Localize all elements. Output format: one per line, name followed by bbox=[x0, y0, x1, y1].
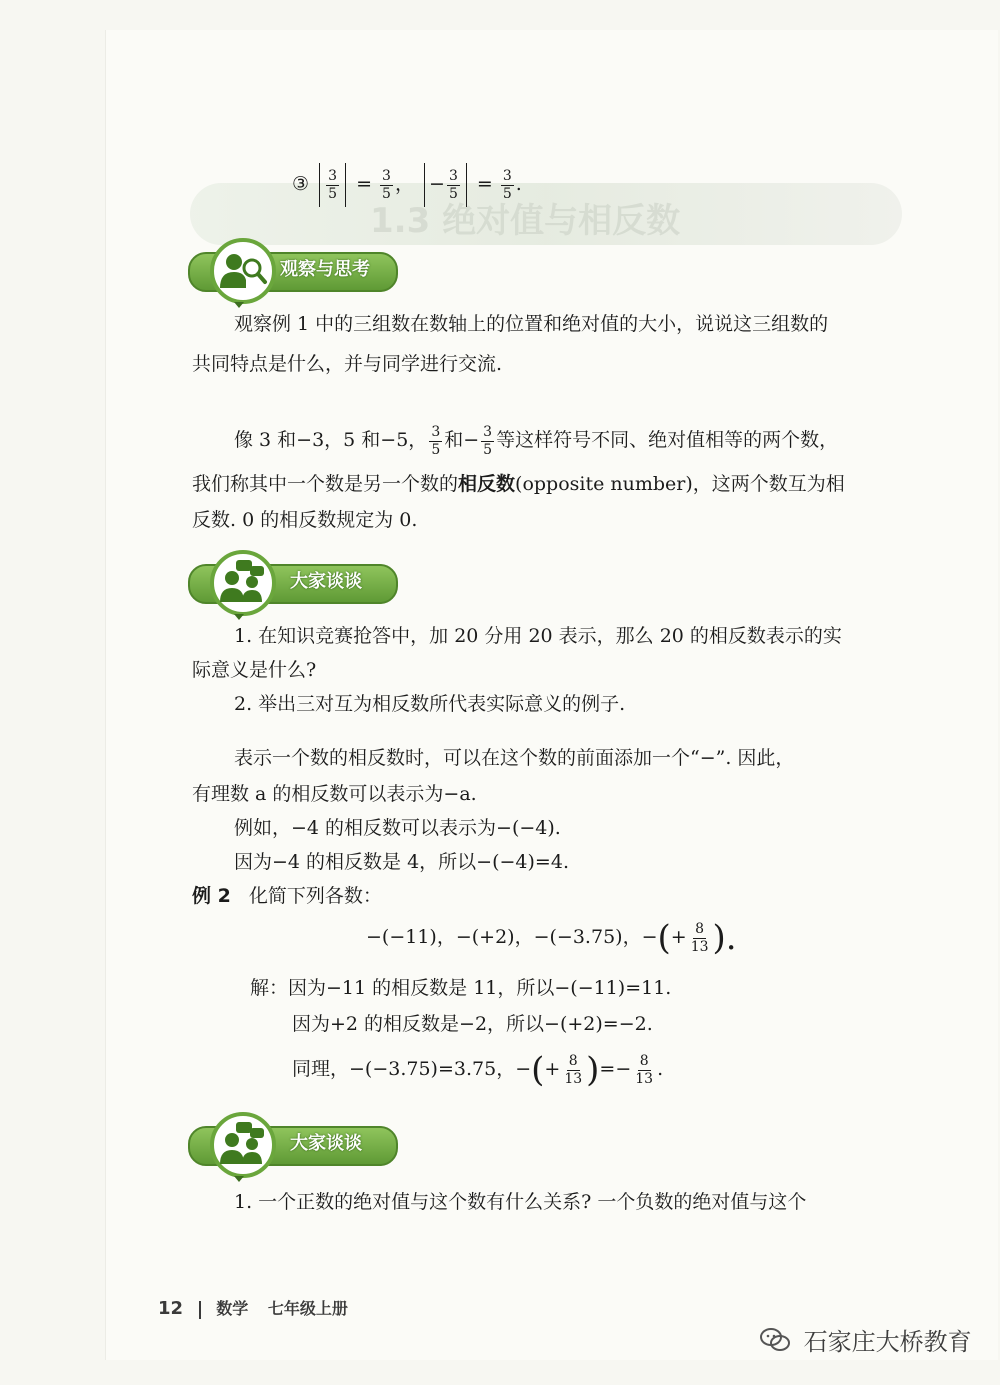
example-label: 例 2 bbox=[192, 885, 231, 907]
fraction: $\frac{8}{13}$ bbox=[564, 1052, 583, 1087]
fraction: $\frac{3}{5}$ bbox=[502, 167, 512, 202]
watermark-text: 石家庄大桥教育 bbox=[803, 1328, 972, 1356]
term-opposite-number: 相反数 bbox=[458, 473, 516, 495]
abs-bar-left bbox=[424, 163, 425, 207]
solution-line-3: 同理，−(−3.75)=3.75，−(+ $\frac{8}{13}$ )=− $\frac{8}{13}$ . bbox=[292, 1050, 664, 1090]
example-2-expression: −(−11)，−(+2)，−(−3.75)，−(+ $\frac{8}{13}$ ). bbox=[366, 918, 737, 958]
paragraph-line: 例如，−4 的相反数可以表示为−(−4). bbox=[234, 817, 561, 839]
section-heading-label: 观察与思考 bbox=[280, 259, 370, 280]
bleed-through-title: 1.3 绝对值与相反数 bbox=[370, 201, 681, 241]
circled-number: ③ bbox=[292, 173, 310, 195]
paragraph-line: 观察例 1 中的三组数在数轴上的位置和绝对值的大小，说说这三组数的 bbox=[234, 313, 829, 335]
page-number: 12 bbox=[158, 1298, 184, 1319]
abs-bar-right bbox=[345, 163, 346, 207]
observe-icon bbox=[210, 238, 276, 304]
abs-bar-left bbox=[319, 163, 320, 207]
fraction: $\frac{3}{5}$ bbox=[431, 423, 441, 458]
question-line: 际意义是什么? bbox=[192, 659, 317, 681]
definition-line-2: 我们称其中一个数是另一个数的相反数(opposite number)，这两个数互为相 bbox=[192, 473, 845, 495]
fraction: $\frac{3}{5}$ bbox=[483, 423, 493, 458]
solution-line-1: 解：因为−11 的相反数是 11，所以−(−11)=11. bbox=[250, 977, 672, 999]
abs-bar-right bbox=[466, 163, 467, 207]
page-footer bbox=[158, 1296, 348, 1319]
top-formula: ③ $\frac{3}{5}$ = $\frac{3}{5}$ ， − $\frac{3}{5}$ = $\frac{3}{5}$ . bbox=[292, 160, 522, 208]
definition-line-1: 像 3 和−3，5 和−5， $\frac{3}{5}$ 和− $\frac{3}{5}$ 等这样符号不同、绝对值相等的两个数， bbox=[234, 423, 839, 458]
section-heading-label: 大家谈谈 bbox=[290, 1133, 362, 1154]
footer-subject: 数学 bbox=[216, 1299, 249, 1318]
wechat-icon bbox=[760, 1327, 790, 1359]
fraction: $\frac{3}{5}$ bbox=[382, 167, 391, 202]
question-line: 1. 一个正数的绝对值与这个数有什么关系? 一个负数的绝对值与这个 bbox=[234, 1191, 807, 1213]
paragraph-line: 共同特点是什么，并与同学进行交流. bbox=[192, 353, 503, 375]
footer-divider bbox=[199, 1301, 201, 1319]
heading-pointer bbox=[234, 1176, 244, 1182]
fraction: $\frac{8}{13}$ bbox=[690, 920, 709, 955]
section-heading-label: 大家谈谈 bbox=[290, 571, 362, 592]
definition-line-3: 反数. 0 的相反数规定为 0. bbox=[192, 509, 418, 531]
heading-pointer bbox=[234, 614, 244, 620]
question-line: 2. 举出三对互为相反数所代表实际意义的例子. bbox=[234, 693, 626, 715]
fraction: $\frac{3}{5}$ bbox=[448, 167, 458, 202]
fraction: $\frac{8}{13}$ bbox=[635, 1052, 654, 1087]
question-line: 1. 在知识竞赛抢答中，加 20 分用 20 表示，那么 20 的相反数表示的实 bbox=[234, 625, 842, 647]
fraction: $\frac{3}{5}$ bbox=[328, 167, 338, 202]
discussion-icon bbox=[210, 1112, 276, 1178]
solution-line-2: 因为+2 的相反数是−2，所以−(+2)=−2. bbox=[292, 1013, 653, 1035]
footer-grade: 七年级上册 bbox=[267, 1299, 348, 1318]
paragraph-line: 有理数 a 的相反数可以表示为−a. bbox=[192, 783, 477, 805]
example-2-header: 例 2 化简下列各数： bbox=[192, 885, 382, 907]
heading-pointer bbox=[234, 302, 244, 308]
paragraph-line: 因为−4 的相反数是 4，所以−(−4)=4. bbox=[234, 851, 569, 873]
paragraph-line: 表示一个数的相反数时，可以在这个数的前面添加一个“−”. 因此， bbox=[234, 747, 795, 769]
watermark bbox=[760, 1322, 972, 1359]
discussion-icon bbox=[210, 550, 276, 616]
solution-label: 解： bbox=[250, 977, 289, 999]
